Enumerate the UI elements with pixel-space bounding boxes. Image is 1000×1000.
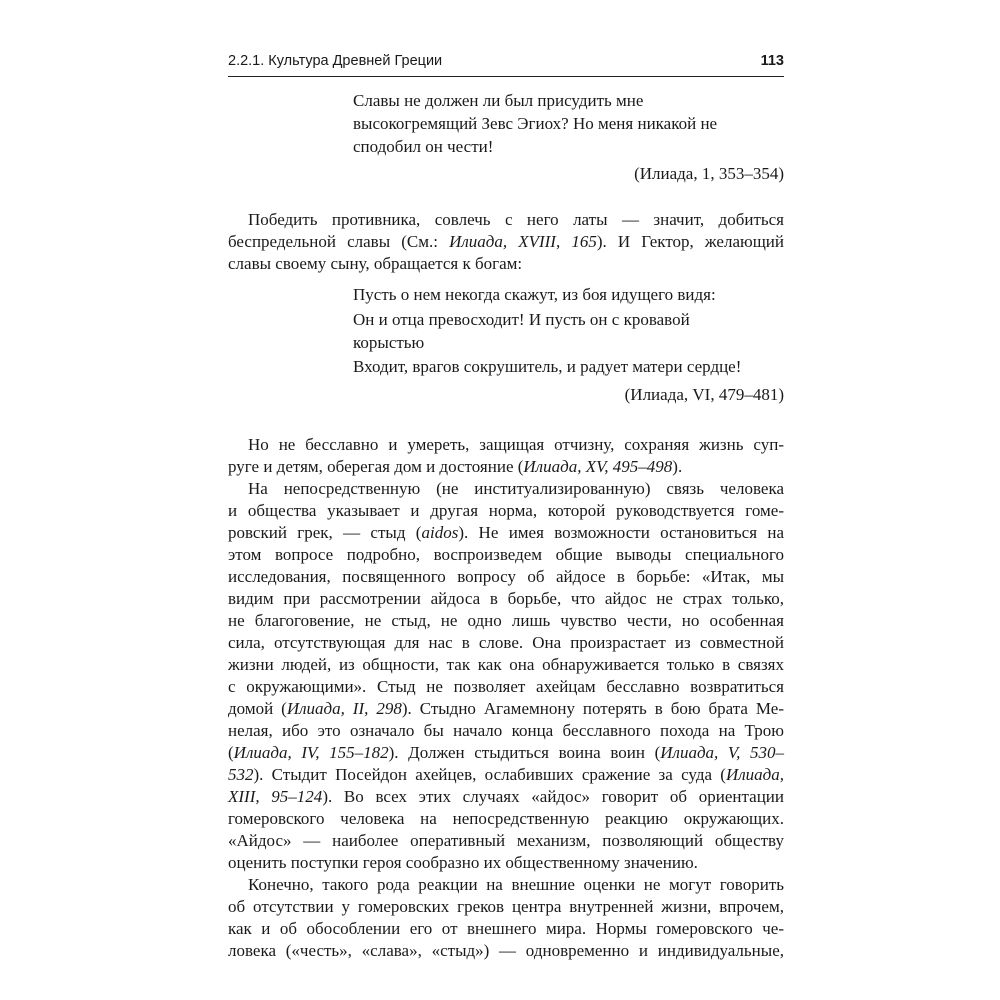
- reference: XIII, 95–124: [228, 787, 323, 806]
- para1-line: Победить противника, совлечь с него латы — значит, добиться: [248, 210, 784, 229]
- quote2-line: Он и отца превосходит! И пусть он с кровавой: [353, 310, 690, 329]
- para3-line: 532). Стыдит Посейдон ахейцев, ослабивших сражение за суда (Илиада,: [228, 765, 784, 784]
- term: aidos: [421, 523, 459, 542]
- para3-line: исследования, посвященного вопросу об айдосе в борьбе: «Итак, мы: [228, 567, 784, 586]
- para3-line: этом вопросе подробно, воспроизведем общие выводы специального: [228, 545, 784, 564]
- reference: Илиада, V, 530–: [660, 743, 785, 762]
- quote1-line: высокогремящий Зевс Эгиох? Но меня никакой не: [353, 114, 718, 133]
- reference: 532: [228, 765, 254, 784]
- para3-line: На непосредственную (не институализированную) связь человека: [248, 479, 784, 498]
- quote2-citation: (Илиада, VI, 479–481): [624, 385, 784, 404]
- para4-line: об отсутствии у гомеровских греков центра внутренней жизни, впрочем,: [228, 897, 784, 916]
- para4-line: как и об обособлении его от внешнего мира. Нормы гомеровского че-: [228, 919, 784, 938]
- para3-line: видим при рассмотрении айдоса в борьбе, что айдос не страх только,: [228, 589, 784, 608]
- para3-line: сила, отсутствующая для нас в слове. Она произрастает из совместной: [228, 633, 784, 652]
- para2-line: Но не бесславно и умереть, защищая отчизну, сохраняя жизнь суп-: [248, 435, 784, 454]
- quote2-line: Входит, врагов сокрушитель, и радует матери сердце!: [353, 357, 742, 376]
- para3-line: и общества указывает и другая норма, которой руководствуется гоме-: [228, 501, 784, 520]
- para4-line: Конечно, такого рода реакции на внешние оценки не могут говорить: [248, 875, 784, 894]
- section-title: 2.2.1. Культура Древней Греции: [228, 53, 443, 69]
- para3-line: гомеровского человека на непосредственную реакцию окружающих.: [228, 809, 784, 828]
- para3-line: «Айдос» — наиболее оперативный механизм, позволяющий обществу: [228, 831, 784, 850]
- reference: Илиада, II, 298: [286, 699, 402, 718]
- para3-line: (Илиада, IV, 155–182). Должен стыдиться воина воин (Илиада, V, 530–: [228, 743, 785, 762]
- para3-line: оценить поступки героя сообразно их общественному значению.: [228, 853, 698, 872]
- page-number: 113: [760, 53, 784, 69]
- quote2-line: Пусть о нем некогда скажут, из боя идущего видя:: [353, 285, 716, 304]
- para3-line: с окружающими». Стыд не позволяет ахейцам бесславно возвратиться: [228, 677, 784, 696]
- para1-line: славы своему сыну, обращается к богам:: [228, 254, 523, 273]
- para3-line: домой (Илиада, II, 298). Стыдно Агамемнону потерять в бою брата Ме-: [228, 699, 784, 718]
- running-header: [228, 52, 784, 77]
- reference: Илиада, IV, 155–182: [233, 743, 389, 762]
- para4-line: ловека («честь», «слава», «стыд») — одновременно и индивидуальные,: [228, 941, 784, 960]
- para2-line: руге и детям, оберегая дом и достояние (Илиада, XV, 495–498).: [228, 457, 683, 476]
- reference: Илиада,: [725, 765, 784, 784]
- para1-line: беспредельной славы (См.: Илиада, XVIII, 165). И Гектор, желающий: [228, 232, 784, 251]
- reference: Илиада, XV, 495–498: [523, 457, 673, 476]
- quote1-line: Славы не должен ли был присудить мне: [353, 91, 644, 110]
- para3-line: нелая, ибо это означало бы начало конца бесславного похода на Трою: [228, 721, 784, 740]
- para3-line: XIII, 95–124). Во всех этих случаях «айдос» говорит об ориентации: [228, 787, 784, 806]
- quote2-line: корыстью: [353, 333, 425, 352]
- quote1-line: сподобил он чести!: [353, 137, 494, 156]
- quote1-citation: (Илиада, 1, 353–354): [634, 164, 784, 183]
- para3-line: жизни людей, из общности, так как она обнаруживается только в связях: [228, 655, 784, 674]
- para3-line: ровский грек, — стыд (aidos). Не имея возможности остановиться на: [228, 523, 785, 542]
- para3-line: не благоговение, не стыд, не одно лишь чувство чести, но особенная: [228, 611, 784, 630]
- reference: Илиада, XVIII, 165: [449, 232, 597, 251]
